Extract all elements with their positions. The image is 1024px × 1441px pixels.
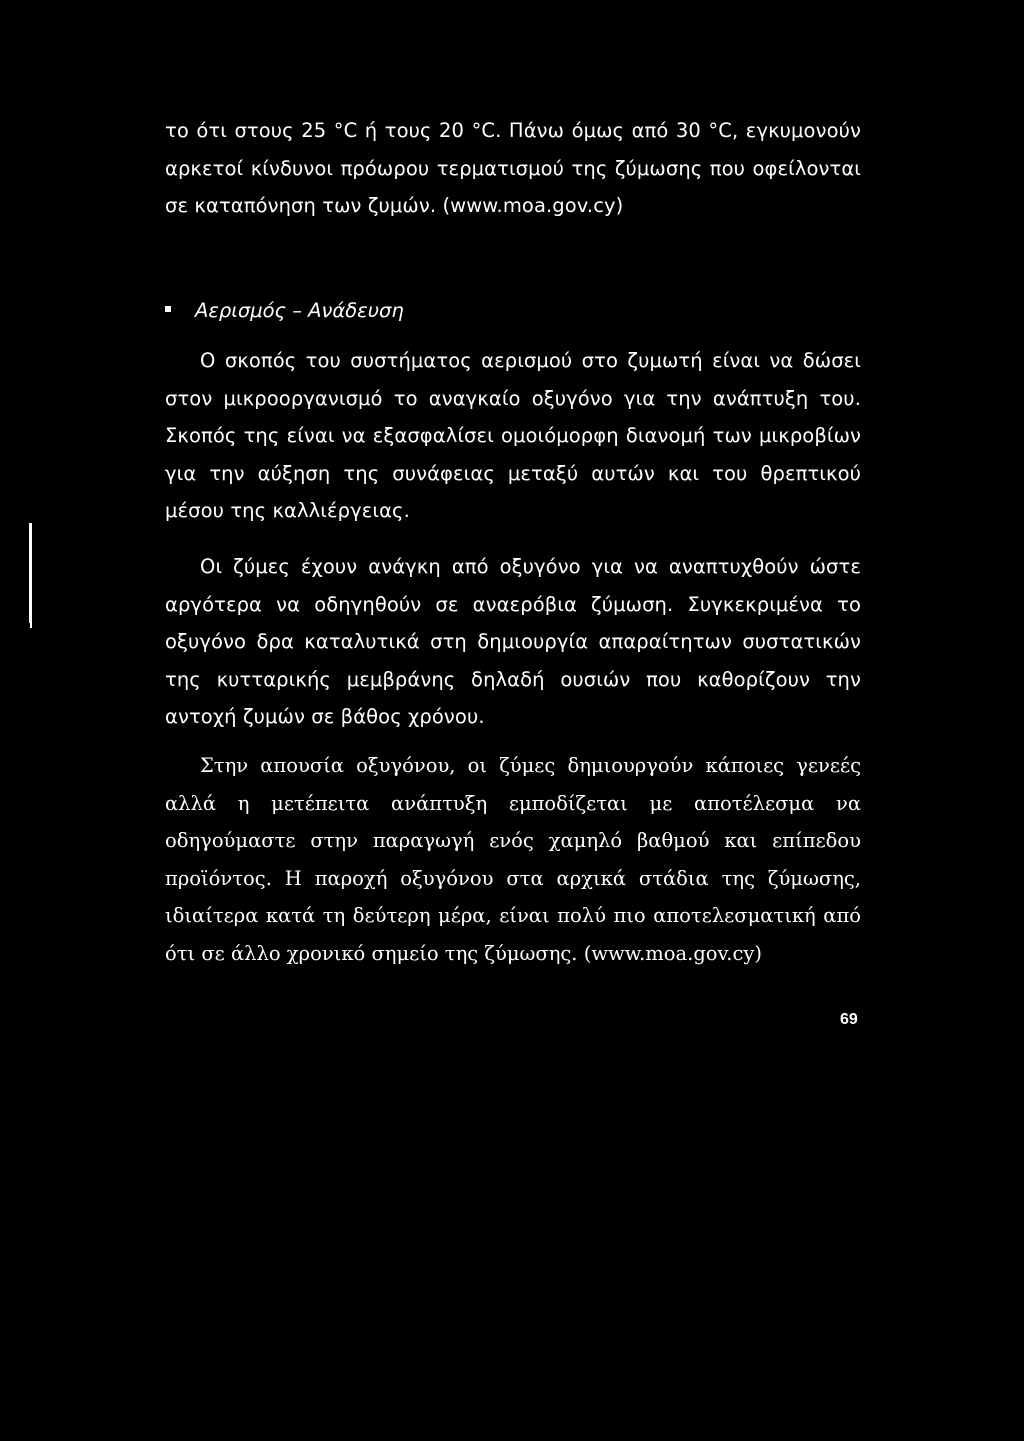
paragraph-oxygen-absence: Στην απουσία οξυγόνου, οι ζύμες δημιουργούν κάποιες γενεές αλλά η μετέπειτα ανάπτυξη εμποδίζεται με αποτέλεσμα να οδηγούμαστε στην παραγωγή ενός χαμηλό βαθμού και επίπεδου προϊόντος. Η παροχή οξυγόνου στα αρχικά στάδια της ζύμωσης, ιδιαίτερα κατά τη δεύτερη μέρα, είναι πολύ πιο αποτελεσματική από ότι σε άλλο χρονικό σημείο της ζύμωσης. (www.moa.gov.cy) [165, 754, 861, 965]
section-heading [165, 292, 404, 330]
paragraph-fermentation-temperature: το ότι στους 25 °C ή τους 20 °C. Πάνω όμως από 30 °C, εγκυμονούν αρκετοί κίνδυνοι πρόωρου τερματισμού της ζύμωσης που οφείλονται σε καταπόνηση των ζυμών. (www.moa.gov.cy) [165, 119, 861, 217]
paragraph-yeast-oxygen-need: Οι ζύμες έχουν ανάγκη από οξυγόνο για να αναπτυχθούν ώστε αργότερα να οδηγηθούν σε αναερόβια ζύμωση. Συγκεκριμένα το οξυγόνο δρα καταλυτικά στη δημιουργία απαραίτητων συστατικών της κυτταρικής μεμβράνης δηλαδή ουσιών που καθορίζουν την αντοχή ζυμών σε βάθος χρόνου. [165, 555, 861, 728]
page-number: 69 [840, 1011, 858, 1028]
margin-change-bar-tail [30, 606, 32, 628]
bullet-square-icon [165, 306, 171, 312]
section-heading-text: Αερισμός – Ανάδευση [195, 299, 404, 322]
paragraph-aeration-purpose: Ο σκοπός του συστήματος αερισμού στο ζυμωτή είναι να δώσει στον μικροοργανισμό το αναγκαίο οξυγόνο για την ανάπτυξη του. Σκοπός της είναι να εξασφαλίσει ομοιόμορφη διανομή των μικροβίων για την αύξηση της συνάφειας μεταξύ αυτών και του θρεπτικού μέσου της καλλιέργειας. [165, 349, 861, 522]
